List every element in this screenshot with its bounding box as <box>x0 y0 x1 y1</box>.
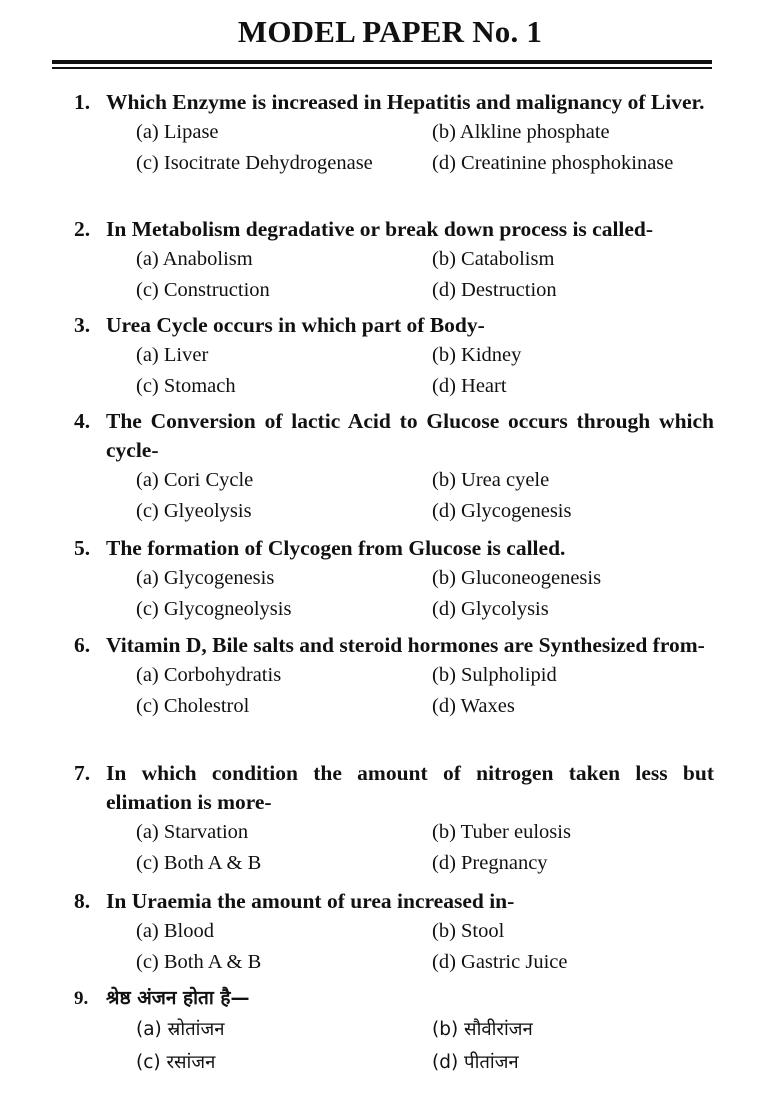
question-text: In which condition the amount of nitrogen taken less but elimation is more- <box>106 761 714 814</box>
question-4 <box>74 407 714 527</box>
option-d: (d) पीतांजन <box>432 1052 519 1073</box>
option-d: (d) Destruction <box>432 279 557 301</box>
question-text: Which Enzyme is increased in Hepatitis and malignancy of Liver. <box>106 90 705 114</box>
option-d: (d) Pregnancy <box>432 852 548 874</box>
option-d: (d) Waxes <box>432 695 515 717</box>
question-number: 4. <box>74 409 91 433</box>
question-text: In Metabolism degradative or break down process is called- <box>106 217 654 241</box>
title-rule-thick <box>52 60 712 64</box>
question-number: 8. <box>74 889 91 913</box>
option-b: (b) Alkline phosphate <box>432 121 610 143</box>
option-d: (d) Glycogenesis <box>432 500 572 522</box>
question-9 <box>74 984 714 1079</box>
options-grid <box>136 465 714 527</box>
options-grid <box>136 1013 714 1079</box>
option-b: (b) Gluconeogenesis <box>432 567 602 589</box>
option-a: (a) Liver <box>136 344 209 366</box>
question-text: श्रेष्ठ अंजन होता है— <box>106 987 250 1009</box>
question-2 <box>74 215 714 306</box>
options-grid <box>136 340 714 402</box>
option-a: (a) Corbohydratis <box>136 664 282 686</box>
question-number: 5. <box>74 536 91 560</box>
option-a: (a) Glycogenesis <box>136 567 275 589</box>
option-b: (b) Tuber eulosis <box>432 821 571 843</box>
option-a: (a) Blood <box>136 920 214 942</box>
question-number: 2. <box>74 217 91 241</box>
question-number: 9. <box>74 988 89 1009</box>
question-7 <box>74 759 714 879</box>
page-title: MODEL PAPER No. 1 <box>237 14 543 49</box>
option-a: (a) Anabolism <box>136 248 253 270</box>
option-c: (c) Both A & B <box>136 951 262 973</box>
option-c: (c) रसांजन <box>136 1052 216 1073</box>
options-grid <box>136 916 714 978</box>
question-number: 1. <box>74 90 91 114</box>
option-b: (b) Stool <box>432 920 505 942</box>
option-b: (b) Sulpholipid <box>432 664 557 686</box>
question-number: 6. <box>74 633 91 657</box>
question-number: 7. <box>74 761 91 785</box>
question-1 <box>74 88 714 179</box>
option-d: (d) Creatinine phosphokinase <box>432 152 674 174</box>
option-d: (d) Heart <box>432 375 507 397</box>
question-8 <box>74 887 714 978</box>
question-text: In Uraemia the amount of urea increased in- <box>106 889 515 913</box>
option-a: (a) Starvation <box>136 821 249 843</box>
options-grid <box>136 117 714 179</box>
option-c: (c) Both A & B <box>136 852 262 874</box>
option-d: (d) Glycolysis <box>432 598 549 620</box>
question-5 <box>74 534 714 625</box>
question-text: The formation of Clycogen from Glucose is called. <box>106 536 566 560</box>
question-text: Vitamin D, Bile salts and steroid hormones are Synthesized from- <box>106 633 705 657</box>
question-number: 3. <box>74 313 91 337</box>
option-b: (b) Catabolism <box>432 248 555 270</box>
options-grid <box>136 817 714 879</box>
title-rule-thin <box>52 67 712 69</box>
option-c: (c) Cholestrol <box>136 695 250 717</box>
option-a: (a) स्रोतांजन <box>136 1019 225 1040</box>
question-text: Urea Cycle occurs in which part of Body- <box>106 313 485 337</box>
options-grid <box>136 563 714 625</box>
option-c: (c) Stomach <box>136 375 236 397</box>
option-c: (c) Isocitrate Dehydrogenase <box>136 152 373 174</box>
option-a: (a) Cori Cycle <box>136 469 254 491</box>
option-b: (b) Kidney <box>432 344 522 366</box>
option-a: (a) Lipase <box>136 121 219 143</box>
option-b: (b) Urea cyele <box>432 469 550 491</box>
question-6 <box>74 631 714 722</box>
option-c: (c) Glyeolysis <box>136 500 252 522</box>
option-b: (b) सौवीरांजन <box>432 1019 533 1040</box>
option-d: (d) Gastric Juice <box>432 951 568 973</box>
options-grid <box>136 244 714 306</box>
option-c: (c) Construction <box>136 279 270 301</box>
question-3 <box>74 311 714 402</box>
question-text: The Conversion of lactic Acid to Glucose occurs through which cycle- <box>106 409 714 462</box>
options-grid <box>136 660 714 722</box>
option-c: (c) Glycogneolysis <box>136 598 292 620</box>
